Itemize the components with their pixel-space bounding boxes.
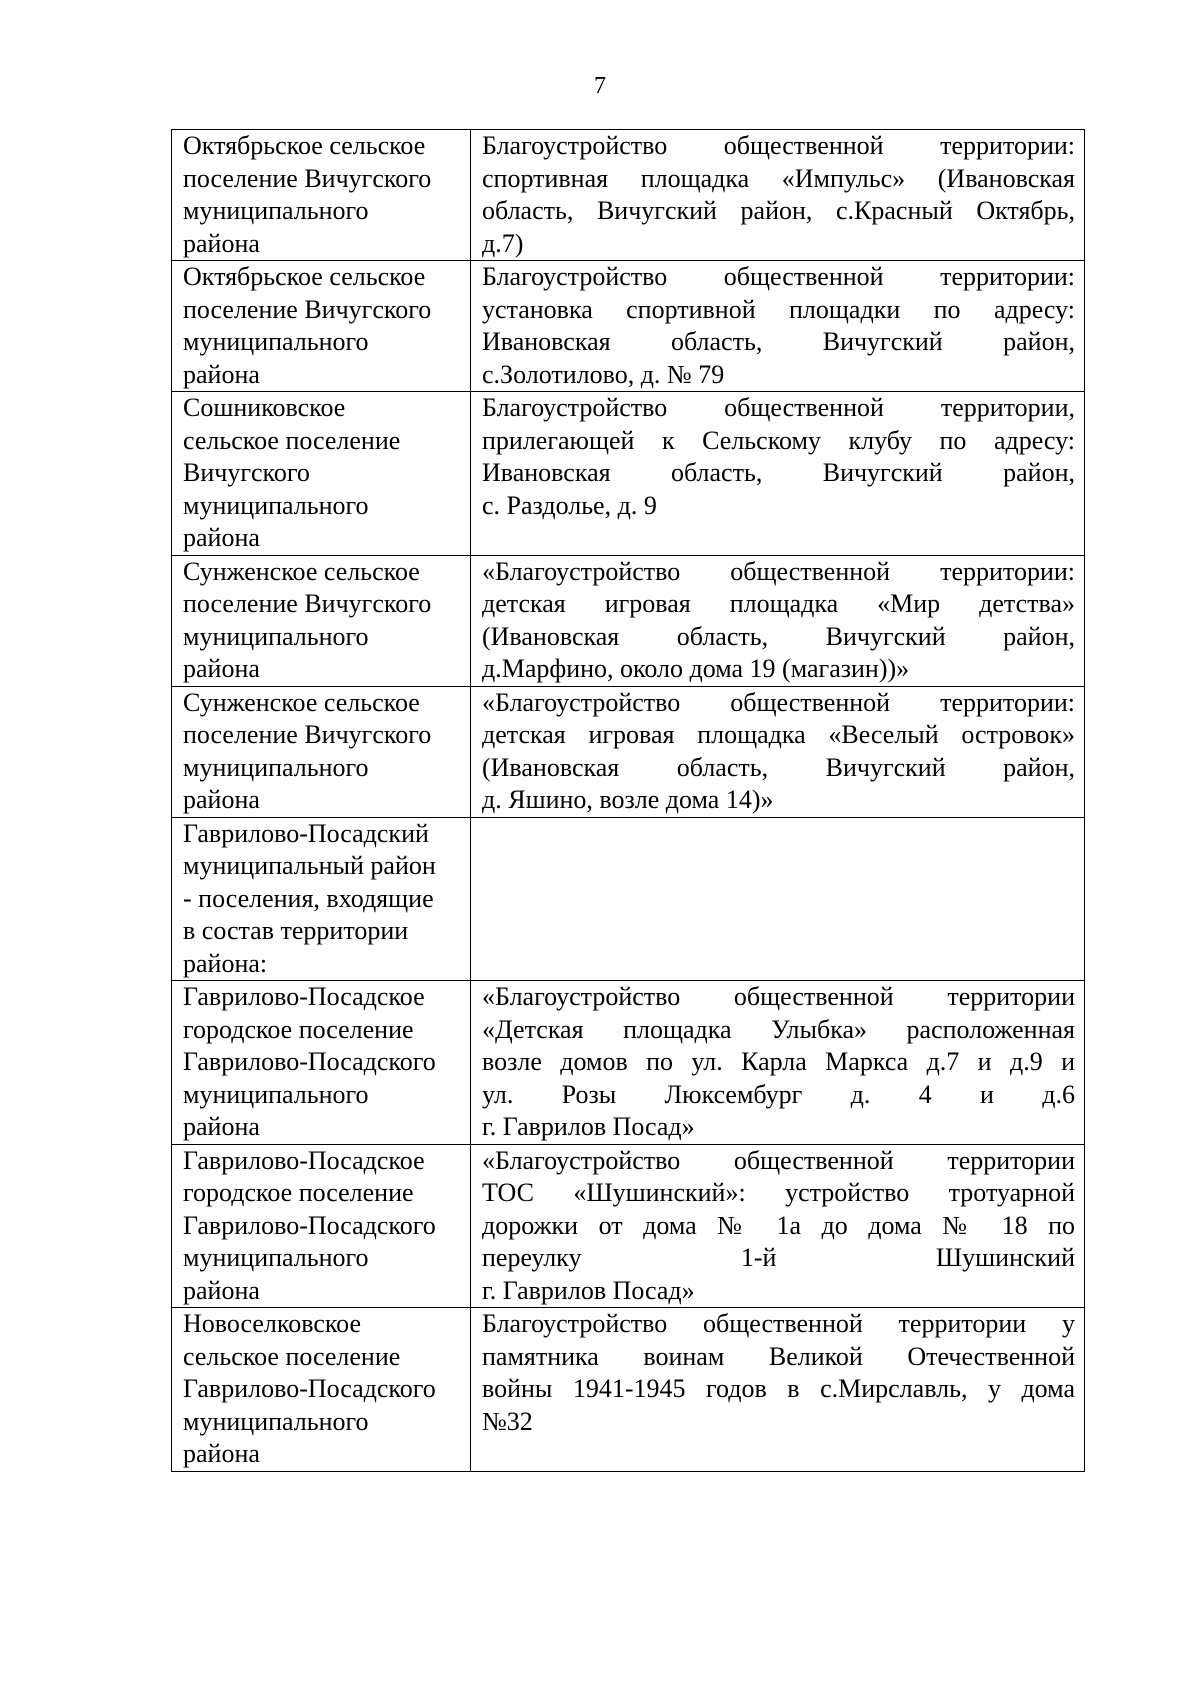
municipality-line: муниципального bbox=[183, 1079, 369, 1109]
project-description-line: Благоустройство общественной территории: bbox=[482, 131, 1075, 160]
project-description-line: спортивная площадка «Импульс» (Ивановская bbox=[482, 163, 1075, 193]
municipality-line: муниципального bbox=[183, 621, 369, 651]
project-description-line: войны 1941-1945 годов в с.Мирславль, у дома bbox=[482, 1374, 1075, 1403]
municipality-line: Гаврилово-Посадское bbox=[183, 982, 425, 1011]
project-description-line: «Благоустройство общественной территории bbox=[482, 1145, 1075, 1175]
municipality-line: Гаврилово-Посадского bbox=[183, 1210, 436, 1240]
project-description-line: установка спортивной площадки по адресу: bbox=[482, 294, 1075, 324]
project-description-cell bbox=[471, 1308, 1085, 1472]
municipality-line: муниципального bbox=[183, 1243, 369, 1272]
municipality-line: городское поселение bbox=[183, 1014, 414, 1044]
project-description-cell bbox=[471, 817, 1085, 981]
table-row bbox=[172, 1308, 1085, 1472]
table-row bbox=[172, 130, 1085, 261]
project-description-line: «Благоустройство общественной территории: bbox=[482, 687, 1075, 717]
project-description-cell bbox=[471, 981, 1085, 1145]
project-description-line: Благоустройство общественной территории, bbox=[482, 393, 1075, 422]
municipality-line: в состав территории bbox=[183, 916, 409, 945]
municipality-line: муниципальный район bbox=[183, 851, 436, 880]
project-description-line: «Благоустройство общественной территории bbox=[482, 982, 1075, 1011]
project-description-line: «Детская площадка Улыбка» расположенная bbox=[482, 1014, 1075, 1044]
municipality-line: района bbox=[183, 1439, 260, 1468]
municipality-cell bbox=[172, 1308, 471, 1472]
municipality-line: поселение Вичугского bbox=[183, 720, 432, 749]
table-row bbox=[172, 686, 1085, 817]
municipality-line: Сунженское сельское bbox=[183, 556, 420, 586]
project-description-line: д. Яшино, возле дома 14)» bbox=[482, 785, 774, 814]
municipality-line: муниципального bbox=[183, 327, 369, 356]
municipality-line: сельское поселение bbox=[183, 425, 401, 455]
municipality-cell bbox=[172, 130, 471, 261]
project-description-cell bbox=[471, 1144, 1085, 1308]
project-description-line: г. Гаврилов Посад» bbox=[482, 1275, 695, 1305]
project-description-line: ул. Розы Люксембург д. 4 и д.6 bbox=[482, 1079, 1075, 1109]
municipality-cell bbox=[172, 817, 471, 981]
project-description-line: переулку 1-й Шушинский bbox=[482, 1243, 1075, 1272]
municipality-line: района bbox=[183, 228, 260, 258]
municipality-line: Сунженское сельское bbox=[183, 687, 420, 717]
project-description-line: Благоустройство общественной территории у bbox=[482, 1309, 1075, 1338]
project-description-line: ТОС «Шушинский»: устройство тротуарной bbox=[482, 1178, 1075, 1207]
project-description-cell bbox=[471, 392, 1085, 556]
municipality-cell bbox=[172, 981, 471, 1145]
municipality-line: муниципального bbox=[183, 196, 369, 225]
project-description-line: памятника воинам Великой Отечественной bbox=[482, 1341, 1075, 1371]
page-number: 7 bbox=[594, 73, 606, 99]
municipality-line: поселение Вичугского bbox=[183, 294, 432, 324]
project-description-line: с. Раздолье, д. 9 bbox=[482, 490, 657, 520]
project-description-line: с.Золотилово, д. № 79 bbox=[482, 359, 725, 389]
project-description-cell bbox=[471, 686, 1085, 817]
municipality-line: - поселения, входящие bbox=[183, 883, 434, 913]
municipality-line: Сошниковское bbox=[183, 393, 346, 422]
project-description-line: д.7) bbox=[482, 228, 524, 258]
table-row bbox=[172, 1144, 1085, 1308]
table-row bbox=[172, 555, 1085, 686]
project-description-line: (Ивановская область, Вичугский район, bbox=[482, 752, 1075, 782]
municipality-line: Новоселковское bbox=[183, 1309, 362, 1338]
project-description-line: «Благоустройство общественной территории: bbox=[482, 556, 1075, 586]
project-description-line: дорожки от дома № 1а до дома № 18 по bbox=[482, 1210, 1075, 1240]
municipality-line: района bbox=[183, 785, 260, 814]
project-description-line: детская игровая площадка «Мир детства» bbox=[482, 589, 1075, 618]
table-row bbox=[172, 981, 1085, 1145]
municipality-line: Вичугского bbox=[183, 458, 310, 487]
municipality-cell bbox=[172, 261, 471, 392]
municipality-line: муниципального bbox=[183, 752, 369, 782]
municipality-line: Гаврилово-Посадского bbox=[183, 1374, 436, 1403]
project-description-line: г. Гаврилов Посад» bbox=[482, 1112, 695, 1141]
project-description-line: область, Вичугский район, с.Красный Октябрь, bbox=[482, 196, 1075, 225]
project-description-cell bbox=[471, 130, 1085, 261]
table-body bbox=[172, 130, 1085, 1472]
project-description-line: д.Марфино, около дома 19 (магазин))» bbox=[482, 654, 910, 683]
project-description-line: прилегающей к Сельскому клубу по адресу: bbox=[482, 425, 1075, 455]
project-description-cell bbox=[471, 555, 1085, 686]
municipality-line: района bbox=[183, 359, 260, 389]
table-row bbox=[172, 392, 1085, 556]
project-description-line: возле домов по ул. Карла Маркса д.7 и д.9 и bbox=[482, 1047, 1075, 1076]
municipality-line: городское поселение bbox=[183, 1178, 414, 1207]
municipality-line: района: bbox=[183, 948, 268, 978]
municipality-line: Октябрьское сельское bbox=[183, 131, 426, 160]
municipality-line: муниципального bbox=[183, 490, 369, 520]
municipality-line: муниципального bbox=[183, 1406, 369, 1436]
municipality-line: Гаврилово-Посадского bbox=[183, 1047, 436, 1076]
project-description-line: (Ивановская область, Вичугский район, bbox=[482, 621, 1075, 651]
municipality-line: района bbox=[183, 1112, 260, 1141]
table-row bbox=[172, 817, 1085, 981]
municipality-cell bbox=[172, 686, 471, 817]
municipality-cell bbox=[172, 555, 471, 686]
municipality-cell bbox=[172, 392, 471, 556]
project-description-line: №32 bbox=[482, 1406, 533, 1436]
municipality-line: Гаврилово-Посадский bbox=[183, 818, 429, 848]
project-description-line: детская игровая площадка «Веселый островок» bbox=[482, 720, 1075, 749]
territories-table bbox=[171, 129, 1085, 1472]
municipality-line: Октябрьское сельское bbox=[183, 262, 426, 291]
project-description-line: Ивановская область, Вичугский район, bbox=[482, 458, 1075, 487]
municipality-line: района bbox=[183, 654, 260, 683]
municipality-line: поселение Вичугского bbox=[183, 589, 432, 618]
municipality-line: района bbox=[183, 1275, 260, 1305]
municipality-line: Гаврилово-Посадское bbox=[183, 1145, 425, 1175]
project-description-cell bbox=[471, 261, 1085, 392]
table-row bbox=[172, 261, 1085, 392]
municipality-line: района bbox=[183, 523, 260, 552]
municipality-cell bbox=[172, 1144, 471, 1308]
municipality-line: сельское поселение bbox=[183, 1341, 401, 1371]
municipality-line: поселение Вичугского bbox=[183, 163, 432, 193]
project-description-line: Благоустройство общественной территории: bbox=[482, 262, 1075, 291]
project-description-line: Ивановская область, Вичугский район, bbox=[482, 327, 1075, 356]
